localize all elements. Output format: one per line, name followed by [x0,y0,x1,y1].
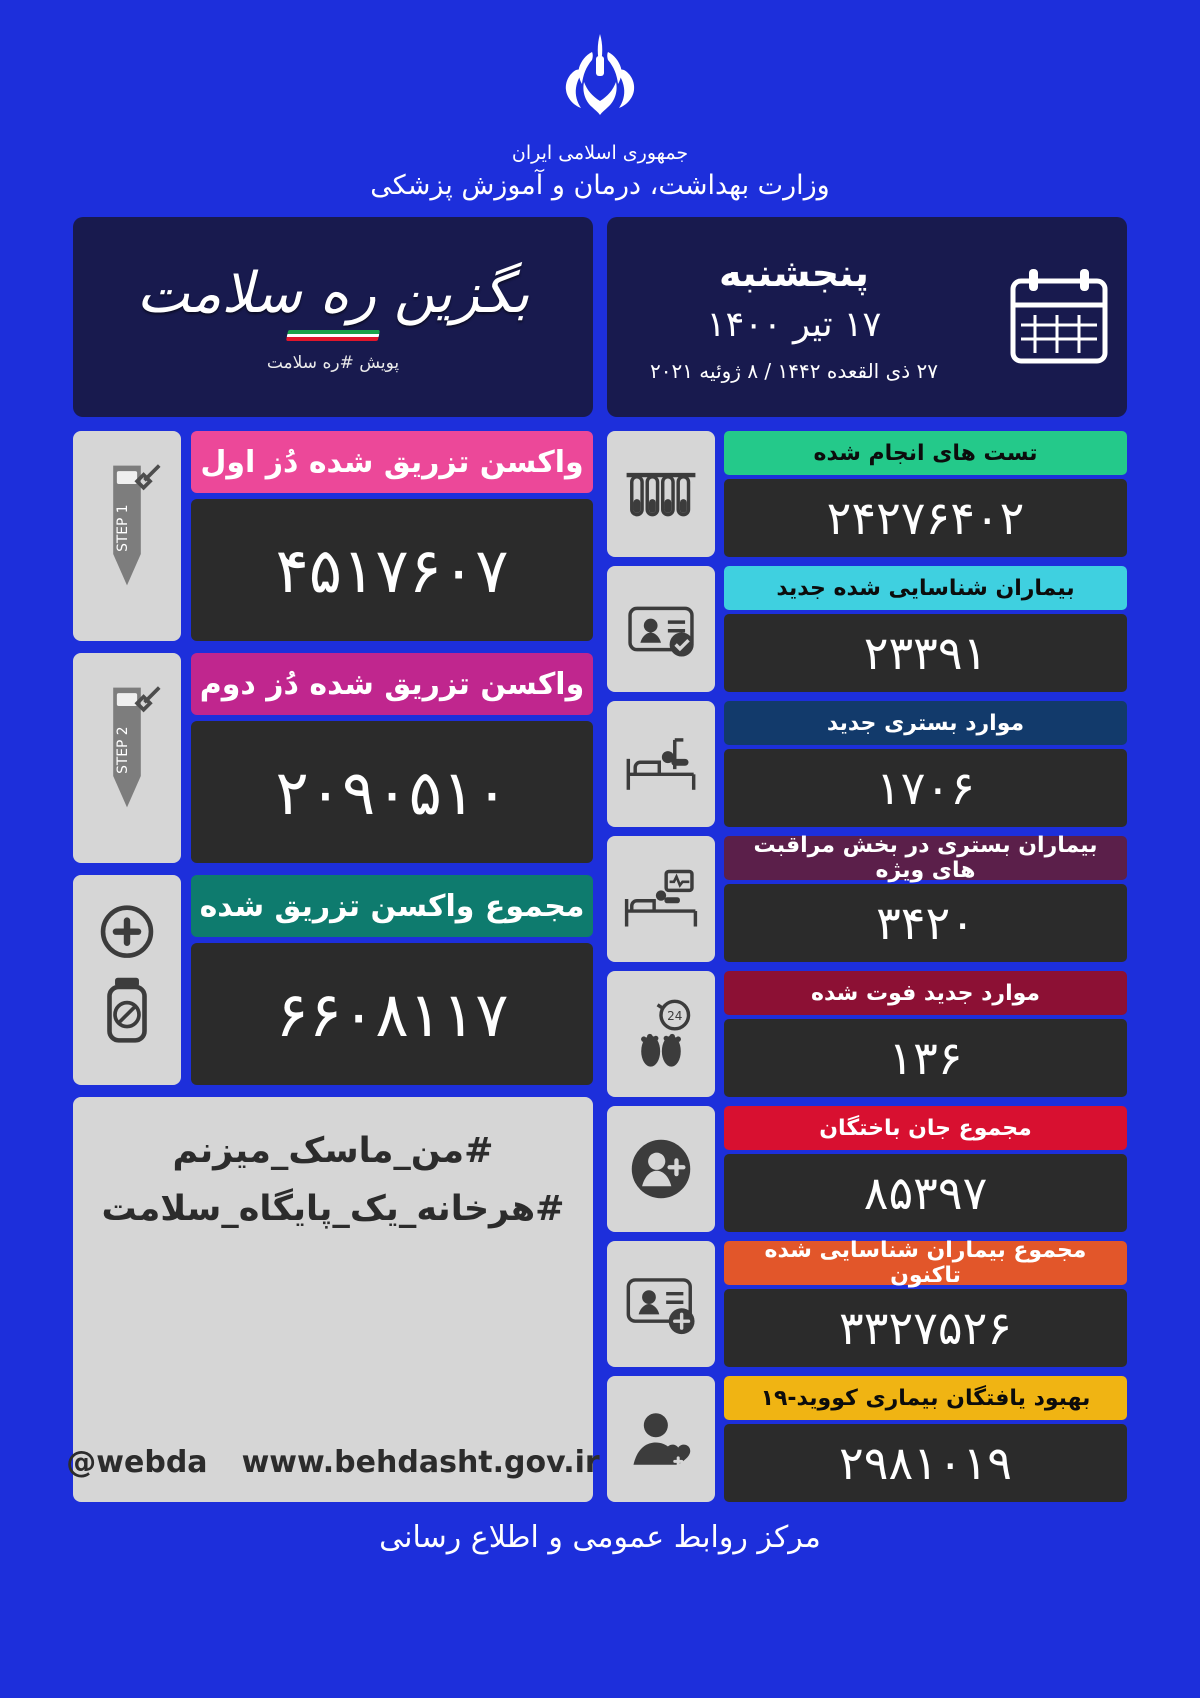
stat-label-new-cases: بیماران شناسایی شده جدید [724,566,1127,610]
stat-row [607,1106,1127,1232]
stat-label-tests: تست های انجام شده [724,431,1127,475]
stat-label-new-hospitalized: موارد بستری جدید [724,701,1127,745]
campaign-subtitle: پویش #ره سلامت [266,353,400,373]
vaccine-vial-icon [73,875,181,1085]
stat-value-icu: ۳۴۲۰ [724,884,1127,962]
hashtag-home-health: #هرخانه_یک_پایگاه_سلامت [101,1189,565,1229]
stat-value-recovered: ۲۹۸۱۰۱۹ [724,1424,1127,1502]
ministry-name-label: وزارت بهداشت، درمان و آموزش پزشکی [370,170,830,201]
hashtag-mask: #من_ماسک_میزنم [172,1131,494,1171]
date-secondary: ۲۷ ذی القعده ۱۴۴۲ / ۸ ژوئیه ۲۰۲۱ [649,359,938,383]
website-link[interactable]: www.behdasht.gov.ir [241,1445,600,1480]
svg-text:STEP 1: STEP 1 [115,504,131,552]
social-handle[interactable]: @webda [66,1445,208,1480]
stat-value-tests: ۲۴۲۷۶۴۰۲ [724,479,1127,557]
stat-label-total-cases: مجموع بیماران شناسایی شده تاکنون [724,1241,1127,1285]
vaccine-label-total: مجموع واکسن تزریق شده [191,875,593,937]
vaccine-row-dose1 [73,431,593,641]
date-jalali: ۱۷ تیر ۱۴۰۰ [706,305,882,345]
stat-label-total-deaths: مجموع جان باختگان [724,1106,1127,1150]
stat-row [607,971,1127,1097]
page-header [0,0,1200,201]
stat-value-total-deaths: ۸۵۳۹۷ [724,1154,1127,1232]
stat-value-total-cases: ۳۳۲۷۵۲۶ [724,1289,1127,1367]
person-deceased-icon [607,1106,715,1232]
page-footer: مرکز روابط عمومی و اطلاع رسانی [379,1520,821,1555]
vaccine-row-dose2 [73,653,593,863]
icu-bed-icon [607,836,715,962]
vaccine-row-total [73,875,593,1085]
deceased-24h-icon [607,971,715,1097]
stat-row [607,566,1127,692]
syringe-step1-icon [73,431,181,641]
patient-id-check-icon [607,566,715,692]
svg-text:24: 24 [667,1009,683,1024]
stats-column [607,431,1127,1502]
campaign-title: بگزین ره سلامت [136,261,530,326]
stat-value-new-cases: ۲۳۳۹۱ [724,614,1127,692]
vaccine-label-dose1: واکسن تزریق شده دُز اول [191,431,593,493]
syringe-step2-icon [73,653,181,863]
stat-row [607,833,1127,962]
stat-row [607,1238,1127,1367]
stat-label-new-deaths: موارد جدید فوت شده [724,971,1127,1015]
stat-row [607,701,1127,827]
date-card [607,217,1127,417]
calendar-icon [999,257,1119,377]
hashtags-card [66,1097,600,1502]
top-row [0,217,1200,417]
stat-value-new-hospitalized: ۱۷۰۶ [724,749,1127,827]
stat-row [607,431,1127,557]
date-weekday: پنجشنبه [719,251,869,295]
body [0,431,1200,1502]
ministry-country-label: جمهوری اسلامی ایران [511,142,689,164]
recovered-person-icon [607,1376,715,1502]
svg-text:STEP 2: STEP 2 [115,726,131,774]
vaccine-value-dose1: ۴۵۱۷۶۰۷ [191,499,593,641]
iran-flag-icon [286,330,380,341]
test-tubes-icon [607,431,715,557]
vaccine-value-dose2: ۲۰۹۰۵۱۰ [191,721,593,863]
stat-label-icu: بیماران بستری در بخش مراقبت های ویژه [724,836,1127,880]
iran-emblem-icon [540,18,660,138]
campaign-card [73,217,593,417]
vaccine-value-total: ۶۶۰۸۱۱۷ [191,943,593,1085]
patient-id-plus-icon [607,1241,715,1367]
hospital-bed-icon [607,701,715,827]
vaccine-label-dose2: واکسن تزریق شده دُز دوم [191,653,593,715]
vaccine-column [66,431,600,1502]
stat-row [607,1376,1127,1502]
stat-label-recovered: بهبود یافتگان بیماری کووید-۱۹ [724,1376,1127,1420]
stat-value-new-deaths: ۱۳۶ [724,1019,1127,1097]
